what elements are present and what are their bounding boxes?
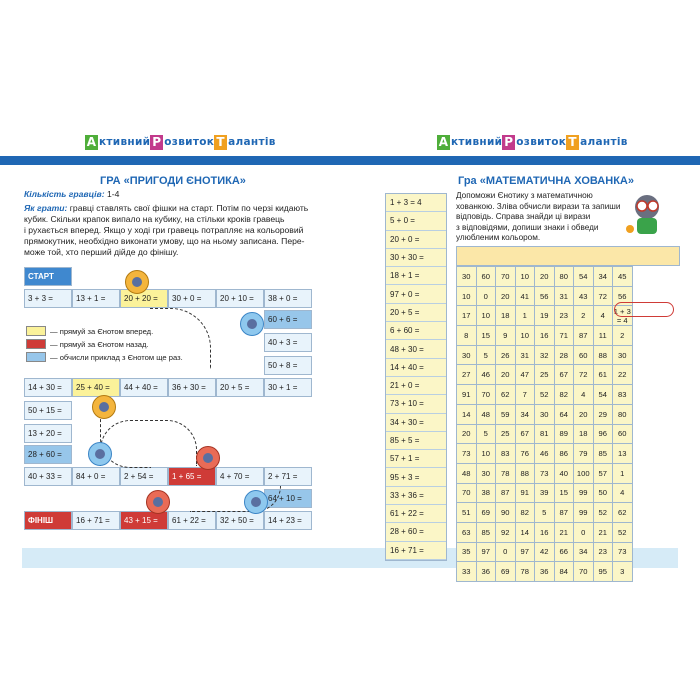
game-title-right: Гра «МАТЕМАТИЧНА ХОВАНКА» (458, 175, 634, 187)
grid-cell: 87 (574, 326, 594, 346)
expression-item: 1 + 3 = 4 (386, 194, 446, 212)
grid-cell: 83 (496, 444, 516, 464)
grid-cell: 36 (476, 562, 496, 582)
grid-cell: 1 (515, 306, 535, 326)
grid-cell: 67 (515, 424, 535, 444)
board-cell: 30 + 1 = (264, 378, 312, 397)
grid-cell: 89 (554, 424, 574, 444)
grid-cell: 62 (496, 385, 516, 405)
expressions-list (385, 193, 447, 561)
grid-cell: 80 (613, 404, 633, 424)
grid-cell: 57 (593, 463, 613, 483)
board-cell: 64 + 10 = (264, 489, 312, 508)
raccoon-icon (146, 490, 170, 514)
grid-row (457, 385, 633, 405)
board-cell: 50 + 15 = (24, 401, 72, 420)
grid-row (457, 424, 633, 444)
grid-cell: 63 (457, 522, 477, 542)
grid-cell: 17 (457, 306, 477, 326)
grid-cell: 21 (554, 522, 574, 542)
answer-highlight (614, 302, 674, 317)
grid-cell: 31 (554, 286, 574, 306)
grid-cell: 56 (535, 286, 555, 306)
grid-cell: 20 (496, 365, 516, 385)
grid-cell: 70 (457, 483, 477, 503)
expression-item: 97 + 0 = (386, 285, 446, 303)
board-cell: 84 + 0 = (72, 467, 120, 486)
grid-cell: 35 (457, 542, 477, 562)
grid-row (457, 562, 633, 582)
board-cell: 30 + 0 = (168, 289, 216, 308)
path-arrow (100, 420, 197, 466)
grid-cell: 22 (613, 365, 633, 385)
expression-item: 73 + 10 = (386, 395, 446, 413)
grid-cell: 69 (496, 562, 516, 582)
grid-cell: 61 (593, 365, 613, 385)
grid-cell: 10 (515, 267, 535, 287)
grid-cell: 52 (593, 503, 613, 523)
grid-cell: 97 (476, 542, 496, 562)
grid-cell: 25 (496, 424, 516, 444)
finish-cell: ФІНІШ (24, 511, 72, 530)
expression-item: 5 + 0 = (386, 212, 446, 230)
grid-cell: 36 (535, 562, 555, 582)
grid-cell: 90 (496, 503, 516, 523)
grid-cell: 20 (496, 286, 516, 306)
expression-item: 18 + 1 = (386, 267, 446, 285)
players-count: Кількість гравців: 1-4 (24, 189, 120, 199)
expression-item: 48 + 30 = (386, 340, 446, 358)
grid-row (457, 463, 633, 483)
grid-row (457, 444, 633, 464)
grid-cell: 97 (515, 542, 535, 562)
grid-cell: 5 (476, 345, 496, 365)
raccoon-illustration-icon (622, 189, 672, 239)
grid-cell: 64 (554, 404, 574, 424)
board-cell: 25 + 40 = (72, 378, 120, 397)
header-stripe (0, 156, 700, 165)
grid-row (457, 365, 633, 385)
grid-cell: 60 (613, 424, 633, 444)
grid-cell: 10 (476, 306, 496, 326)
grid-cell: 11 (593, 326, 613, 346)
raccoon-icon (196, 446, 220, 470)
grid-cell: 41 (515, 286, 535, 306)
grid-cell: 56 (613, 286, 633, 306)
board-cell: 14 + 23 = (264, 511, 312, 530)
board-cell: 43 + 15 = (120, 511, 168, 530)
grid-row (457, 503, 633, 523)
grid-cell: 10 (457, 286, 477, 306)
grid-cell: 31 (515, 345, 535, 365)
grid-cell: 4 (574, 385, 594, 405)
grid-cell: 43 (574, 286, 594, 306)
board-cell: 2 + 54 = (120, 467, 168, 486)
board-cell: 3 + 3 = (24, 289, 72, 308)
grid-row (457, 404, 633, 424)
grid-cell: 25 (535, 365, 555, 385)
expression-item: 33 + 36 = (386, 487, 446, 505)
grid-cell: 19 (535, 306, 555, 326)
grid-cell: 7 (515, 385, 535, 405)
grid-cell: 0 (574, 522, 594, 542)
grid-cell: 88 (593, 345, 613, 365)
board-cell: 36 + 30 = (168, 378, 216, 397)
game-title-left: ГРА «ПРИГОДИ ЄНОТИКА» (100, 175, 246, 187)
grid-cell: 82 (554, 385, 574, 405)
grid-cell: 99 (574, 483, 594, 503)
grid-cell: 15 (476, 326, 496, 346)
grid-cell: 73 (535, 463, 555, 483)
grid-cell: 20 (574, 404, 594, 424)
grid-cell: 30 (476, 463, 496, 483)
grid-cell: 34 (515, 404, 535, 424)
grid-cell: 14 (515, 522, 535, 542)
legend-red: — прямуй за Єнотом назад. (26, 339, 149, 349)
raccoon-icon (88, 442, 112, 466)
grid-cell: 99 (574, 503, 594, 523)
grid-cell: 3 (613, 562, 633, 582)
grid-cell: 15 (554, 483, 574, 503)
path-arrow (150, 308, 211, 369)
grid-cell: 84 (554, 562, 574, 582)
grid-cell: 4 (593, 306, 613, 326)
grid-cell: 16 (535, 326, 555, 346)
instructions-text: Допоможи Єнотику з математичною хованкою. Зліва обчисли вирази та запиши відповідь. Справа знайди ці вирази з відповідями, допиши знаки і обведи улюбленим кольором. (456, 191, 621, 243)
expression-item: 14 + 40 = (386, 359, 446, 377)
grid-cell: 60 (574, 345, 594, 365)
grid-cell: 48 (476, 404, 496, 424)
grid-cell: 69 (476, 503, 496, 523)
grid-cell: 10 (515, 326, 535, 346)
grid-cell: 54 (593, 385, 613, 405)
board-cell: 14 + 30 = (24, 378, 72, 397)
grid-cell: 13 (613, 444, 633, 464)
grid-cell: 72 (593, 286, 613, 306)
board-cell: 20 + 20 = (120, 289, 168, 308)
grid-cell: 14 (457, 404, 477, 424)
board-cell: 38 + 0 = (264, 289, 312, 308)
grid-row (457, 326, 633, 346)
number-grid (456, 266, 633, 582)
grid-cell: 91 (515, 483, 535, 503)
expression-item: 20 + 0 = (386, 231, 446, 249)
start-cell: СТАРТ (24, 267, 72, 286)
grid-cell: 1 (613, 463, 633, 483)
grid-cell: 40 (554, 463, 574, 483)
grid-cell: 34 (574, 542, 594, 562)
grid-cell: 32 (535, 345, 555, 365)
grid-cell: 73 (457, 444, 477, 464)
grid-cell: 78 (496, 463, 516, 483)
grid-cell: 96 (593, 424, 613, 444)
grid-cell: 51 (457, 503, 477, 523)
grid-cell: 70 (476, 385, 496, 405)
grid-cell: 71 (554, 326, 574, 346)
grid-cell: 2 (613, 326, 633, 346)
expression-item: 16 + 71 = (386, 542, 446, 560)
grid-cell: 46 (476, 365, 496, 385)
grid-cell: 73 (613, 542, 633, 562)
legend-yellow: — прямуй за Єнотом вперед. (26, 326, 153, 336)
grid-cell: 46 (535, 444, 555, 464)
expression-item: 61 + 22 = (386, 505, 446, 523)
grid-cell: 78 (515, 562, 535, 582)
grid-row (457, 483, 633, 503)
grid-cell: 30 (613, 345, 633, 365)
grid-cell: 20 (535, 267, 555, 287)
grid-cell: 21 (593, 522, 613, 542)
board-cell: 16 + 71 = (72, 511, 120, 530)
board-cell: 1 + 65 = (168, 467, 216, 486)
grid-cell: 33 (457, 562, 477, 582)
board-cell: 50 + 8 = (264, 356, 312, 375)
grid-cell: 2 (574, 306, 594, 326)
grid-cell: 66 (554, 542, 574, 562)
grid-cell: 30 (535, 404, 555, 424)
grid-cell: 30 (457, 267, 477, 287)
grid-row (457, 286, 633, 306)
expression-item: 28 + 60 = (386, 523, 446, 541)
board-cell: 20 + 10 = (216, 289, 264, 308)
grid-cell: 28 (554, 345, 574, 365)
grid-cell: 20 (457, 424, 477, 444)
board-cell: 28 + 60 = (24, 445, 72, 464)
board-cell: 20 + 5 = (216, 378, 264, 397)
grid-cell: 30 (457, 345, 477, 365)
grid-cell: 50 (593, 483, 613, 503)
board-cell: 60 + 6 = (264, 310, 312, 329)
grid-cell: 29 (593, 404, 613, 424)
grid-cell: 79 (574, 444, 594, 464)
board-cell: 13 + 1 = (72, 289, 120, 308)
grid-cell: 34 (593, 267, 613, 287)
raccoon-icon (244, 490, 268, 514)
expression-item: 95 + 3 = (386, 468, 446, 486)
board-cell: 40 + 33 = (24, 467, 72, 486)
grid-cell: 18 (574, 424, 594, 444)
grid-cell: 54 (574, 267, 594, 287)
board-cell: 32 + 50 = (216, 511, 264, 530)
grid-row (457, 306, 633, 326)
grid-cell: 38 (476, 483, 496, 503)
grid-cell: 42 (535, 542, 555, 562)
expression-item: 57 + 1 = (386, 450, 446, 468)
rules-text: Як грати: гравці ставлять свої фішки на старт. Потім по черзі кидають кубик. Скільки крапок випало на кубику, на стільки кроків гравець і рухається вперед. Якщо у ході гри гравець потрапляє на кольоровий прямокутник, необхідно виконати умову, що на ньому записана. Пере- може той, хто перший дійде до фінішу. (24, 203, 309, 257)
grid-cell: 5 (476, 424, 496, 444)
raccoon-icon (240, 312, 264, 336)
grid-cell: 52 (535, 385, 555, 405)
raccoon-icon (125, 270, 149, 294)
grid-cell: 86 (554, 444, 574, 464)
expression-item: 21 + 0 = (386, 377, 446, 395)
grid-cell: 62 (613, 503, 633, 523)
grid-cell: 8 (457, 326, 477, 346)
grid-cell: 27 (457, 365, 477, 385)
grid-cell: 72 (574, 365, 594, 385)
grid-cell: 87 (496, 483, 516, 503)
grid-cell: 45 (613, 267, 633, 287)
grid-row (457, 267, 633, 287)
expression-item: 6 + 60 = (386, 322, 446, 340)
grid-cell: 60 (476, 267, 496, 287)
legend-blue: — обчисли приклад з Єнотом ще раз. (26, 352, 183, 362)
grid-cell: 4 (613, 483, 633, 503)
grid-row (457, 522, 633, 542)
grid-cell: 0 (496, 542, 516, 562)
grid-cell: 39 (535, 483, 555, 503)
grid-cell: 87 (554, 503, 574, 523)
grid-cell: 18 (496, 306, 516, 326)
grid-cell: 26 (496, 345, 516, 365)
grid-cell: 70 (574, 562, 594, 582)
grid-cell: 91 (457, 385, 477, 405)
board-cell: 61 + 22 = (168, 511, 216, 530)
expression-item: 20 + 5 = (386, 304, 446, 322)
raccoon-icon (92, 395, 116, 419)
expression-item: 34 + 30 = (386, 414, 446, 432)
grid-cell: 0 (476, 286, 496, 306)
expression-item: 30 + 30 = (386, 249, 446, 267)
grid-cell: 10 (476, 444, 496, 464)
grid-cell: 47 (515, 365, 535, 385)
grid-cell: 80 (554, 267, 574, 287)
grid-cell: 81 (535, 424, 555, 444)
board-cell: 2 + 71 = (264, 467, 312, 486)
grid-cell: 23 (554, 306, 574, 326)
grid-row (457, 542, 633, 562)
grid-cell: 82 (515, 503, 535, 523)
grid-cell: 85 (476, 522, 496, 542)
grid-cell: 16 (535, 522, 555, 542)
grid-cell: 70 (496, 267, 516, 287)
grid-cell: 1 + 3 = 4 (613, 306, 631, 325)
grid-cell: 67 (554, 365, 574, 385)
grid-row (457, 345, 633, 365)
grid-cell: 76 (515, 444, 535, 464)
grid-cell: 100 (574, 463, 594, 483)
grid-cell: 92 (496, 522, 516, 542)
grid-cell: 83 (613, 385, 633, 405)
board-cell: 4 + 70 = (216, 467, 264, 486)
logo-left: А ктивний Р озвиток Т алантів (86, 134, 276, 149)
expression-item: 85 + 5 = (386, 432, 446, 450)
grid-cell: 52 (613, 522, 633, 542)
grid-cell: 88 (515, 463, 535, 483)
grid-cell: 85 (593, 444, 613, 464)
grid-cell: 23 (593, 542, 613, 562)
grid-cell: 9 (496, 326, 516, 346)
grid-cell: 59 (496, 404, 516, 424)
grid-cell: 95 (593, 562, 613, 582)
grid-decoration-strip (456, 246, 680, 266)
board-cell: 44 + 40 = (120, 378, 168, 397)
board-cell: 40 + 3 = (264, 333, 312, 352)
board-cell: 13 + 20 = (24, 424, 72, 443)
logo-right: А ктивний Р озвиток Т алантів (438, 134, 628, 149)
grid-cell: 5 (535, 503, 555, 523)
grid-cell: 48 (457, 463, 477, 483)
